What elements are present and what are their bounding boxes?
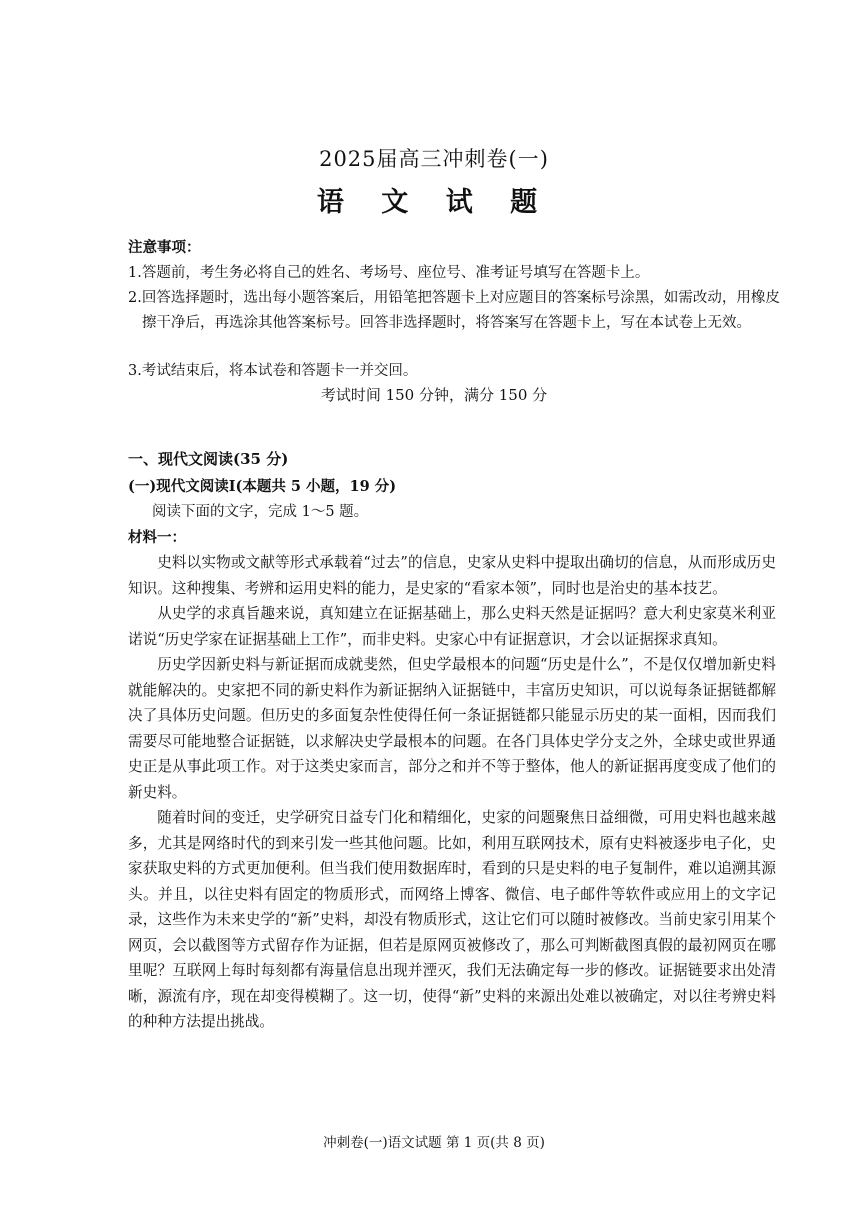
- exam-title: 2025届高三冲刺卷(一): [319, 147, 549, 171]
- material-label: 材料一：: [128, 529, 186, 546]
- subsection-heading: (一)现代文阅读Ⅰ(本题共 5 小题，19 分): [128, 478, 397, 495]
- paragraph: 历史学因新史料与新证据而成就斐然，但史学最根本的问题“历史是什么”，不是仅仅增加新史料就能解决的。史家把不同的新史料作为新证据纳入证据链中，丰富历史知识，可以说每条证据链都解决了具体历史问题。但历史的多面复杂性使得任何一条证据链都只能显示历史的某一面相，因而我们需要尽可能地整合证据链，以求解决史学最根本的问题。在各门具体史学分支之外，全球史或世界通史正是从事此项工作。对于这类史家而言，部分之和并不等于整体，他人的新证据再度变成了他们的新史料。: [128, 656, 776, 801]
- paragraph: 从史学的求真旨趣来说，真知建立在证据基础上，那么史料天然是证据吗？意大利史家莫米利亚诺说“历史学家在证据基础上工作”，而非史料。史家心中有证据意识，才会以证据探求真知。: [128, 605, 776, 648]
- paragraph: 史料以实物或文献等形式承载着“过去”的信息，史家从史料中提取出确切的信息，从而形成历史知识。这种搜集、考辨和运用史料的能力，是史家的“看家本领”，同时也是治史的基本技艺。: [128, 554, 776, 597]
- notice-item: 2.回答选择题时，选出每小题答案后，用铅笔把答题卡上对应题目的答案标号涂黑，如需改动，用橡皮擦干净后，再选涂其他答案标号。回答非选择题时，将答案写在答题卡上，写在本试卷上无效。: [128, 290, 780, 331]
- notice-item: 1.答题前，考生务必将自己的姓名、考场号、座位号、准考证号填写在答题卡上。: [128, 265, 650, 281]
- page-footer: 冲刺卷(一)语文试题 第 1 页(共 8 页): [323, 1135, 545, 1151]
- exam-time: 考试时间 150 分钟，满分 150 分: [320, 386, 548, 404]
- reading-instruction: 阅读下面的文字，完成 1～5 题。: [152, 504, 369, 520]
- paragraph: 随着时间的变迁，史学研究日益专门化和精细化，史家的问题聚焦日益细微，可用史料也越来越多，尤其是网络时代的到来引发一些其他问题。比如，利用互联网技术，原有史料被逐步电子化，史家获取史料的方式更加便利。但当我们使用数据库时，看到的只是史料的电子复制件，难以追溯其源头。并且，以往史料有固定的物质形式，而网络上博客、微信、电子邮件等软件或应用上的文字记录，这些作为未来史学的“新”史料，却没有物质形式，这让它们可以随时被修改。当前史家引用某个网页，会以截图等方式留存作为证据，但若是原网页被修改了，那么可判断截图真假的最初网页在哪里呢？互联网上每时每刻都有海量信息出现并湮灭，我们无法确定每一步的修改。证据链要求出处清晰，源流有序，现在却变得模糊了。这一切，使得“新”史料的来源出处难以被确定，对以往考辨史料的种种方法提出挑战。: [128, 809, 776, 1030]
- notice-item: 3.考试结束后，将本试卷和答题卡一并交回。: [128, 363, 418, 379]
- section-heading: 一、现代文阅读(35 分): [128, 450, 289, 468]
- notice-heading: 注意事项：: [128, 239, 201, 256]
- subject-title: 语 文 试 题: [316, 187, 552, 218]
- material-body: [128, 550, 776, 1035]
